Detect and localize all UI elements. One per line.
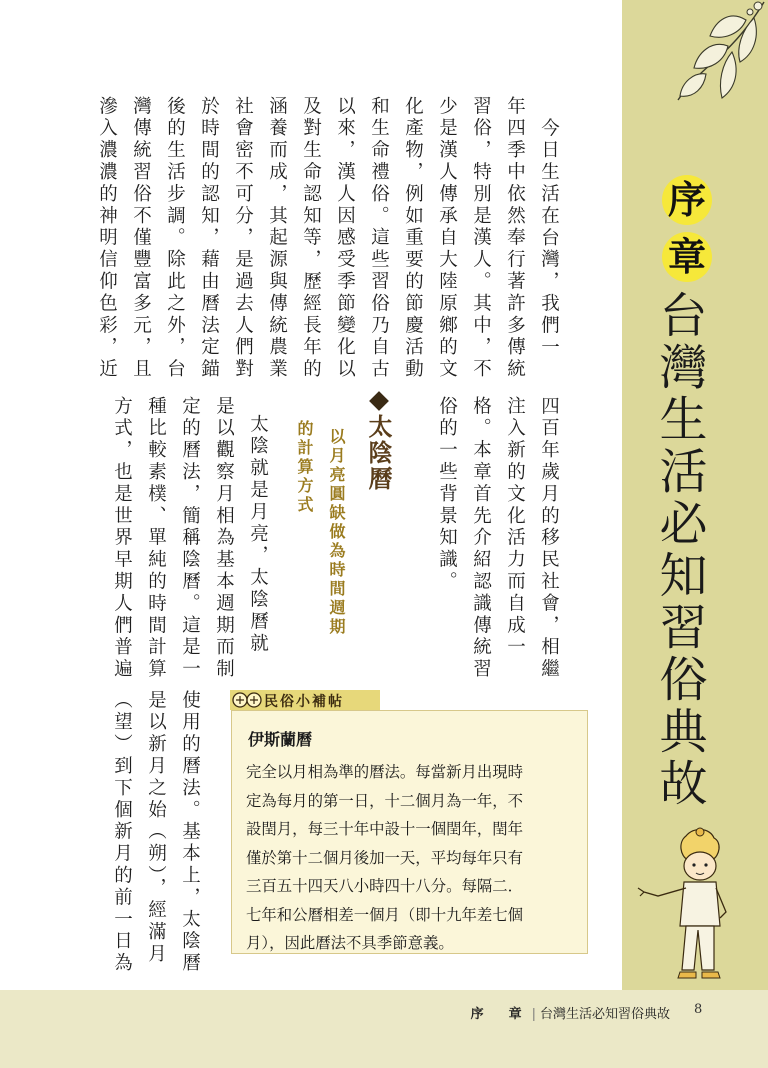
footer-title: 台灣生活必知習俗典故 [539,1007,670,1022]
tip-line: 僅於第十二個月後加一天，平均每年只有 [246,848,524,867]
section-column: 定的曆法，簡稱陰曆。這是一 [179,396,201,681]
intro-column: 和生命禮俗。這些習俗乃自古 [368,96,390,381]
section-column: 太陰就是月亮，太陰曆就 [247,414,269,655]
intro-column: 今日生活在台灣，我們一 [538,118,560,359]
intro-column: 滲入濃濃的神明信仰色彩，近 [96,96,118,381]
section-subtitle: 的計算方式 [295,420,314,515]
intro-column: 涵養而成，其起源與傳統農業 [266,96,288,381]
intro-column: 及對生命認知等，歷經長年的 [300,96,322,381]
intro-column: 社會密不可分，是過去人們對 [232,96,254,381]
intro-column: 灣傳統習俗不僅豐富多元，且 [130,96,152,381]
tip-line: 三百五十四天八小時四十八分。每隔二． [246,877,524,895]
section-subtitle: 以月亮圓缺做為時間週期 [327,428,346,637]
section-column: 方式，也是世界早期人們普遍 [111,396,133,681]
footer-bar [0,990,768,1068]
intro-column: 習俗，特別是漢人。其中，不 [470,96,492,381]
section-column: 使用的曆法。基本上，太陰曆 [179,690,201,975]
intro-column: 年四季中依然奉行著許多傳統 [504,96,526,381]
tip-label: 民俗小補帖 [264,694,344,710]
intro-column: 格。本章首先介紹認識傳統習 [470,396,492,681]
section-column: （望）到下個新月的前一日為 [111,690,133,975]
leaf-sprig-icon [660,0,768,115]
chapter-char-1: 序 [667,177,706,222]
section-column: 是以新月之始（朔），經滿月 [145,690,167,966]
intro-column: 注入新的文化活力而自成一 [504,396,526,659]
tip-body [246,758,582,958]
intro-column: 於時間的認知，藉由曆法定錨 [198,96,220,381]
tip-line: 七年和公曆相差一個月（即十九年差七個 [246,905,524,924]
tip-line: 設閏月，每三十年中設十一個閏年，閏年 [246,820,524,838]
section-column: 種比較素樸、單純的時間計算 [145,396,167,681]
page-number: 8 [694,1002,703,1017]
section-diamond-icon [369,391,389,411]
tip-line: 完全以月相為準的曆法。每當新月出現時 [246,763,524,781]
tip-knot-icon [232,690,262,710]
section-title: 太陰曆 [364,414,393,492]
chapter-char-2: 章 [667,234,706,279]
footer-chapter: 序 章 [470,1007,528,1022]
tip-line: 定為每月的第一日，十二個月為一年，不 [246,791,524,810]
intro-column: 後的生活步調。除此之外，台 [164,96,186,381]
section-column: 是以觀察月相為基本週期而制 [213,396,235,681]
tip-line: 月），因此曆法不具季節意義。 [246,934,454,952]
running-footer: 序 章 | 台灣生活必知習俗典故 [470,1007,670,1022]
intro-column: 俗的一些背景知識。 [436,396,458,594]
intro-column: 四百年歲月的移民社會，相繼 [538,396,560,681]
intro-column: 少是漢人傳承自大陸原鄉的文 [436,96,458,381]
intro-column: 以來，漢人因感受季節變化以 [334,96,356,381]
tip-title: 伊斯蘭曆 [248,730,313,749]
cartoon-figure-illustration [636,822,732,982]
intro-column: 化產物，例如重要的節慶活動 [402,96,424,381]
chapter-title: 台灣生活必知習俗典故 [651,290,707,810]
